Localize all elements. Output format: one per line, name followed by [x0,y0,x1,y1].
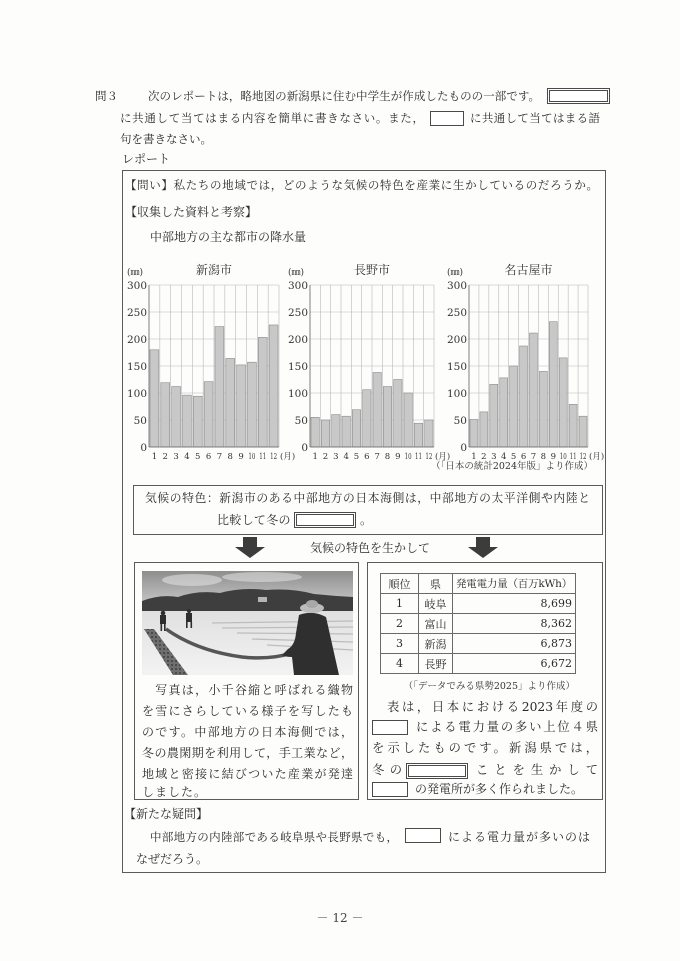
table-row [381,614,576,634]
climate-blank-double-box [294,512,356,528]
y-tick-label: 150 [446,361,467,373]
x-tick-label: 3 [173,452,179,462]
bar-month-11 [258,337,267,447]
x-tick-label: 6 [205,452,212,462]
photo-text-line: のです。中部地方の日本海側では， [142,725,353,739]
table-text-line-2: による電力量の多い上位４県 [416,720,598,734]
y-tick-label: 100 [446,388,467,400]
power-generation-table [380,573,576,674]
bar-month-5 [510,366,518,447]
bar-month-9 [237,365,246,447]
bar-month-2 [321,420,329,447]
x-tick-label: 2 [322,452,329,462]
table-blank-box [372,720,408,735]
ojiya-chijimi-photo [142,571,353,675]
bar-month-7 [215,327,224,447]
y-axis-label: (㎜) [447,268,464,278]
x-tick-label: 6 [520,452,527,462]
x-tick-label: 11 [415,452,422,462]
photo-cloud [162,574,222,586]
chart-source: （「日本の統計2024年版」より作成） [431,461,593,472]
x-tick-label: 4 [184,452,190,462]
question-line-2b: に共通して当てはまる語 [470,111,600,125]
bar-month-8 [539,371,547,447]
x-tick-label: 2 [162,452,168,462]
table-text-line-4b: ことを生かして [476,763,598,777]
y-tick-label: 300 [126,280,147,292]
x-tick-label: 5 [195,452,201,462]
x-tick-label: 3 [491,452,497,462]
bar-month-8 [226,358,235,447]
cell-rank: 2 [381,614,419,634]
x-tick-label: 6 [364,452,370,462]
cell-power-amount: 8,699 [453,594,576,614]
x-tick-label: 3 [333,452,339,462]
bar-month-11 [414,423,422,447]
bar-month-5 [352,410,360,447]
new-question-line-1b: による電力量が多いのは [448,830,590,844]
bar-month-10 [248,362,257,447]
bar-month-6 [520,346,528,447]
x-tick-label: 4 [343,452,349,462]
climate-line-2a: 比較して冬の [217,513,291,527]
bar-month-5 [193,396,202,447]
inquiry-text: 私たちの地域では，どのような気候の特色を産業に生かしているのだろうか。 [173,178,599,192]
down-arrow-icon [468,537,498,558]
bar-month-3 [172,387,181,447]
x-tick-label: 5 [353,452,360,462]
bar-month-10 [404,393,412,447]
y-tick-label: 200 [126,334,147,346]
x-tick-label: 9 [395,452,401,462]
header-rank: 順位 [381,574,419,594]
inquiry-line [125,178,598,193]
x-tick-label: 9 [550,452,557,462]
question-line-3: 句を書きなさい。 [120,132,212,146]
down-arrow-shape [468,537,498,558]
photo-text-line: しました。 [142,785,208,799]
y-tick-label: 200 [446,334,467,346]
y-tick-label: 0 [301,442,308,454]
question-number: 問３ [95,89,118,103]
bar-month-4 [342,416,350,447]
table-source: （「データでみる県勢2025」より作成） [403,681,575,692]
x-tick-label: 12 [579,452,587,462]
new-question-blank-box [405,828,441,843]
cell-rank: 3 [381,634,419,654]
y-tick-label: 50 [133,415,147,427]
x-tick-label: 8 [227,452,233,462]
photo-text-line: 冬の農閑期を利用して，手工業など， [142,746,353,760]
climate-line-1: 気候の特色：新潟市のある中部地方の日本海側は，中部地方の太平洋側や内陸と [145,491,590,505]
x-tick-label: 5 [510,452,517,462]
bar-month-3 [490,384,498,447]
x-tick-label: 8 [384,452,391,462]
x-tick-label: 8 [540,452,547,462]
y-tick-label: 0 [140,442,147,454]
x-tick-label: 7 [216,452,223,462]
x-tick-label: 12 [270,452,278,462]
down-arrow-shape [235,537,265,558]
x-tick-label: 1 [471,452,477,462]
x-axis-label: (月) [280,452,296,462]
answer-blank-double-box [547,88,610,104]
y-tick-label: 200 [287,334,308,346]
question-line-1: 次のレポートは，略地図の新潟県に住む中学生が作成したものの一部です。 [148,89,540,103]
y-tick-label: 300 [287,280,308,292]
cell-prefecture: 新潟 [419,634,453,654]
bar-month-1 [470,419,478,447]
x-tick-label: 11 [569,452,577,462]
new-question-line-2: なぜだろう。 [136,852,209,866]
cell-power-amount: 6,672 [453,654,576,674]
bar-month-4 [500,378,508,447]
x-tick-label: 10 [559,452,567,462]
question-line-2a: に共通して当てはまる内容を簡単に書きなさい。また， [120,111,424,125]
bar-month-6 [363,390,371,447]
x-tick-label: 10 [248,452,256,462]
arrow-caption: 気候の特色を生かして [310,541,431,555]
bar-month-12 [425,420,433,447]
x-tick-label: 4 [500,452,507,462]
y-tick-label: 50 [294,415,308,427]
header-power-amount: 発電電力量（百万kWh） [453,574,576,594]
x-tick-label: 1 [151,452,158,462]
page-number: － 12 － [316,911,364,925]
materials-heading: 【収集した資料と考察】 [125,205,258,219]
table-row [381,634,576,654]
x-tick-label: 1 [312,452,318,462]
x-axis-label: (月) [435,452,451,462]
photo-building [258,597,267,602]
table-row [381,594,576,614]
y-axis-label: (㎜) [127,268,144,278]
table-text-line-1 [372,699,598,715]
chart-city-title: 名古屋市 [504,263,553,277]
photo-text-line: 地域と密接に結びついた産業が発達 [142,767,353,781]
y-tick-label: 300 [446,280,467,292]
new-question-heading: 【新たな疑問】 [124,807,209,821]
bar-month-8 [383,387,391,447]
table-blank-double-box [406,763,468,779]
y-tick-label: 250 [126,307,147,319]
bar-month-11 [569,404,577,447]
y-tick-label: 250 [446,307,467,319]
bar-month-12 [269,325,278,447]
x-tick-label: 7 [530,452,537,462]
x-tick-label: 10 [404,452,412,462]
new-question-line-1a: 中部地方の内陸部である岐阜県や長野県でも， [150,830,398,844]
chart-title: 中部地方の主な都市の降水量 [150,230,307,244]
photo-text-line [142,680,353,701]
header-prefecture: 県 [419,574,453,594]
y-tick-label: 100 [287,388,308,400]
cell-power-amount: 8,362 [453,614,576,634]
table-row [381,654,576,674]
precipitation-charts [122,255,606,465]
y-tick-label: 100 [126,388,147,400]
y-tick-label: 150 [287,361,308,373]
bar-month-6 [204,382,213,447]
table-header-row [381,574,576,594]
x-tick-label: 11 [259,452,267,462]
bar-month-3 [332,415,340,447]
cell-prefecture: 長野 [419,654,453,674]
bar-month-10 [559,358,567,447]
table-text-line-4a: 冬の [372,763,402,777]
x-axis-label: (月) [589,452,605,462]
cell-rank: 4 [381,654,419,674]
report-label: レポート [122,152,171,166]
table-text-content: 表は，日本における2023年度の [384,700,598,714]
chart-city-title: 新潟市 [195,263,233,277]
answer-blank-box [430,111,464,126]
bar-month-1 [150,350,159,447]
bar-month-9 [394,380,402,448]
table-blank-box [372,782,408,797]
chart-city-title: 長野市 [353,263,391,277]
cell-rank: 1 [381,594,419,614]
y-tick-label: 50 [453,415,467,427]
table-text-line-5: の発電所が多く作られました。 [415,782,584,796]
y-tick-label: 250 [287,307,308,319]
down-arrow-icon [235,537,265,558]
x-tick-label: 12 [425,452,433,462]
bar-month-7 [373,372,381,447]
x-tick-label: 2 [481,452,487,462]
cell-prefecture: 岐阜 [419,594,453,614]
x-tick-label: 9 [238,452,244,462]
climate-line-2b: 。 [360,513,373,527]
bar-month-9 [549,322,557,447]
cell-power-amount: 6,873 [453,634,576,654]
y-tick-label: 0 [460,442,467,454]
bar-month-4 [183,395,192,447]
bar-month-2 [161,383,170,447]
photo-text-content: 写真は，小千谷縮と呼ばれる織物 [154,683,353,697]
inquiry-heading: 【問い】 [125,178,174,192]
photo-text-line: を雪にさらしている様子を写したも [142,704,353,718]
table-text-line-3: を示したものです。新潟県では， [372,741,598,755]
y-tick-label: 150 [126,361,147,373]
bar-month-7 [530,333,538,447]
cell-prefecture: 富山 [419,614,453,634]
y-axis-label: (㎜) [288,268,305,278]
x-tick-label: 7 [374,452,380,462]
bar-month-12 [579,416,587,447]
bar-month-2 [480,412,488,447]
photo-cloud [222,572,302,582]
bar-month-1 [311,417,319,447]
